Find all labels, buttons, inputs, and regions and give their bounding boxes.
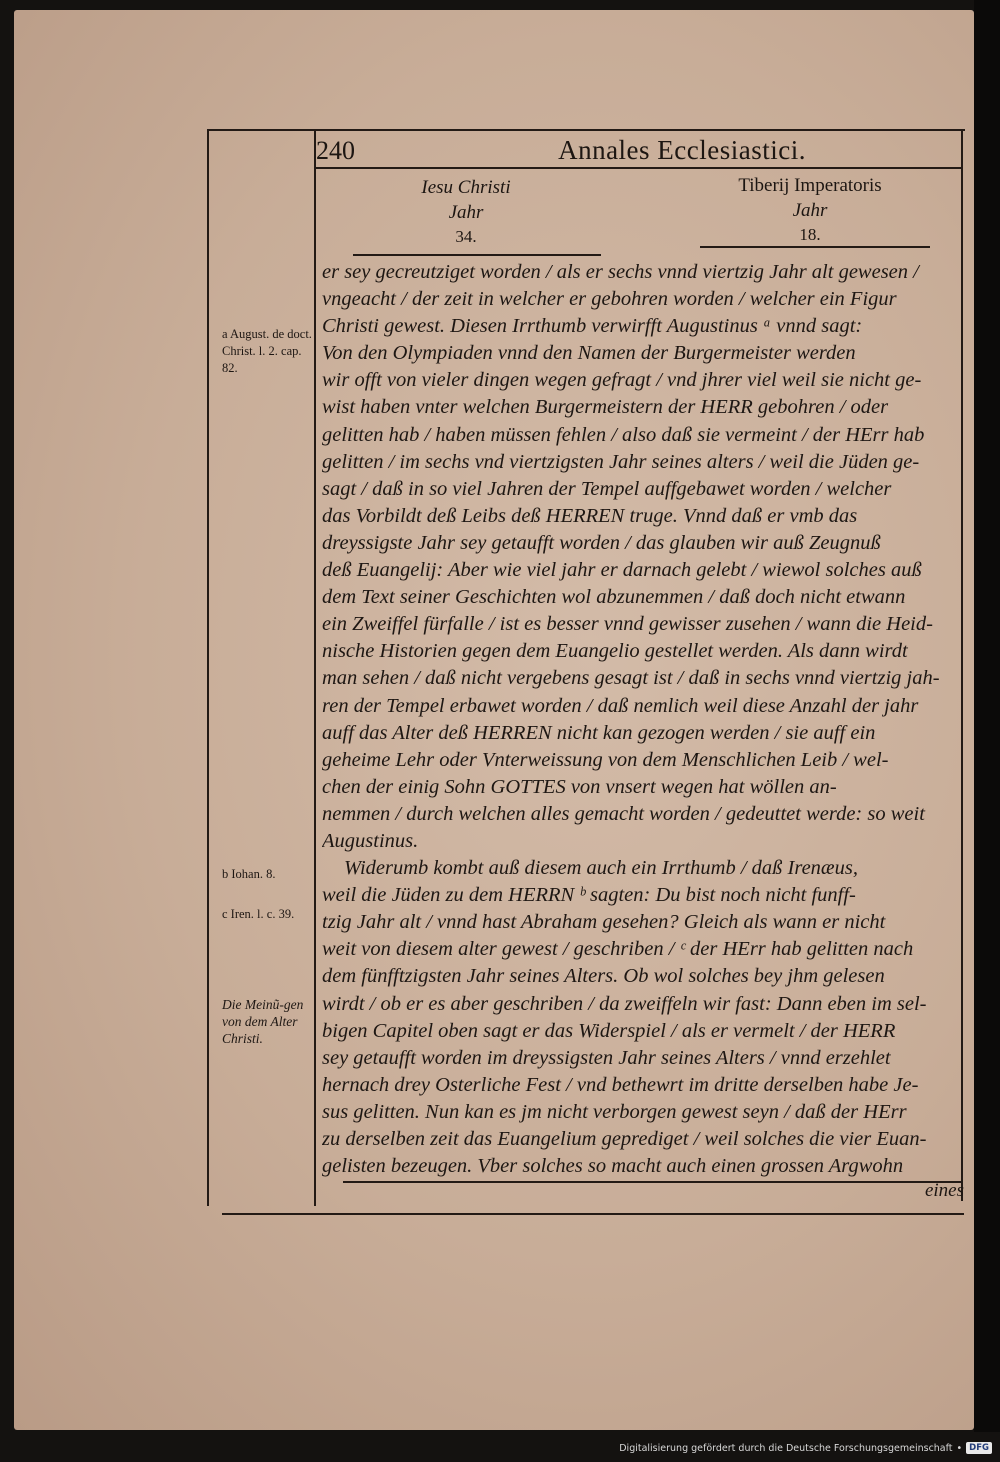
text-line: ein Zweiffel fürfalle / ist es besser vnnd gewisser zusehen / wann die Heid- — [322, 613, 933, 636]
marginal-note: a August. de doct. Christ. l. 2. cap. 82. — [222, 327, 312, 375]
header-underline — [316, 167, 961, 169]
text-line: sus gelitten. Nun kan es jm nicht verborgen gewest seyn / daß der HErr — [322, 1100, 907, 1123]
text-line: Widerumb kombt auß diesem auch ein Irrthumb / daß Irenæus, — [344, 857, 858, 880]
text-line: dreyssigste Jahr sey getaufft worden / das glauben wir auß Zeugnuß — [322, 531, 881, 554]
bottom-rule — [222, 1213, 964, 1215]
text-line: wirdt / ob er es aber geschriben / da zweiffeln wir fast: Dann eben im sel- — [322, 992, 927, 1015]
text-line: Christi gewest. Diesen Irrthumb verwirfft Augustinus ᵃ vnnd sagt: — [322, 315, 863, 338]
column-head-left-unit: Jahr — [448, 202, 484, 223]
text-line: sey getaufft worden im dreyssigsten Jahr seines Alters / vnnd erzehlet — [322, 1046, 891, 1069]
text-line: chen der einig Sohn GOTTES von vnsert wegen hat wöllen an- — [322, 775, 837, 798]
text-line: weit von diesem alter gewest / geschriben / ᶜ der HErr hab gelitten nach — [322, 938, 914, 961]
text-line: nemmen / durch welchen alles gemacht worden / gedeuttet werde: so weit — [322, 802, 925, 825]
marginal-note: Die Meinũ-gen von dem Alter Christi. — [222, 997, 304, 1046]
text-line: geheime Lehr oder Vnterweissung von dem Menschlichen Leib / wel- — [322, 748, 889, 771]
column-head-right-unit: Jahr — [792, 200, 828, 221]
digitization-credit — [619, 1442, 992, 1454]
text-line: ren der Tempel erbawet worden / daß nemlich weil diese Anzahl der jahr — [322, 694, 919, 717]
column-head-left-year: 34. — [455, 227, 477, 246]
column-head-left — [386, 176, 546, 248]
marginal-note: b Iohan. 8. — [222, 867, 276, 881]
text-line: sagt / daß in so viel Jahren der Tempel auffgebawet worden / welcher — [322, 477, 892, 500]
text-line: wist haben vnter welchen Burgermeistern der HERR gebohren / oder — [322, 396, 889, 419]
left-outer-rule — [207, 131, 209, 1206]
body-text — [322, 259, 968, 1180]
text-line: auff das Alter deß HERREN nicht kan gezogen werden / sie auff ein — [322, 721, 876, 744]
page-header — [316, 132, 806, 166]
text-line: gelisten bezeugen. Vber solches so macht auch einen grossen Argwohn — [322, 1155, 904, 1178]
text-line: tzig Jahr alt / vnnd hast Abraham gesehen? Gleich als wann er nicht — [322, 911, 886, 934]
text-line: Von den Olympiaden vnnd den Namen der Burgermeister werden — [322, 342, 856, 365]
text-bottom-rule — [343, 1181, 961, 1183]
page-number: 240 — [316, 136, 355, 165]
text-line: gelitten / im sechs vnd viertzigsten Jahr seines alters / weil die Jüden ge- — [322, 450, 920, 473]
text-line: man sehen / daß nicht vergebens gesagt ist / daß in sechs vnnd viertzig jah- — [322, 667, 940, 690]
text-line: gelitten hab / haben müssen fehlen / also daß sie vermeint / der HErr hab — [322, 423, 925, 446]
dot-separator: • — [956, 1442, 963, 1454]
catchword: eines — [924, 1180, 964, 1201]
column-head-left-title: Iesu Christi — [421, 177, 511, 198]
column-head-right-title: Tiberij Imperatoris — [738, 175, 882, 196]
text-line: hernach drey Osterliche Fest / vnd bethewrt im dritte derselben habe Je- — [322, 1073, 919, 1096]
text-line: vngeacht / der zeit in welcher er gebohren worden / welcher ein Figur — [322, 288, 897, 311]
text-line: das Vorbildt deß Leibs deß HERREN truge. Vnnd daß er vmb das — [322, 504, 858, 527]
left-column-rule — [353, 254, 601, 256]
text-line: bigen Capitel oben sagt er das Widerspiel / als er vermelt / der HERR — [322, 1019, 896, 1042]
dfg-logo-icon: DFG — [966, 1442, 992, 1454]
text-line: deß Euangelij: Aber wie viel jahr er darnach gelebt / wiewol solches auß — [322, 559, 922, 582]
text-line: zu derselben zeit das Euangelium geprediget / weil solches die vier Euan- — [322, 1128, 927, 1150]
credit-text: Digitalisierung gefördert durch die Deutsche Forschungsgemeinschaft — [619, 1442, 953, 1454]
text-line: dem Text seiner Geschichten wol abzunemmen / daß doch nicht etwann — [322, 586, 906, 609]
top-rule — [207, 129, 965, 131]
column-head-right-year: 18. — [799, 225, 821, 244]
text-line: Augustinus. — [322, 829, 419, 852]
text-line: nische Historien gegen dem Euangelio gestellet werden. Als dann wirdt — [322, 640, 908, 663]
running-head: Annales Ecclesiastici. — [558, 135, 806, 165]
text-line: weil die Jüden zu dem HERRN ᵇ sagten: Du bist noch nicht funff- — [322, 884, 856, 907]
right-column-rule — [700, 246, 930, 248]
marginal-note: c Iren. l. c. 39. — [222, 907, 295, 921]
text-line: er sey gecreutziget worden / als er sechs vnnd viertzig Jahr alt gewesen / — [322, 261, 919, 283]
text-line: wir offt von vieler dingen wegen gefragt / vnd jhrer viel weil sie nicht ge- — [322, 369, 922, 392]
column-head-right — [715, 174, 905, 246]
text-line: dem fünfftzigsten Jahr seines Alters. Ob wol solches bey jhm gelesen — [322, 965, 885, 988]
